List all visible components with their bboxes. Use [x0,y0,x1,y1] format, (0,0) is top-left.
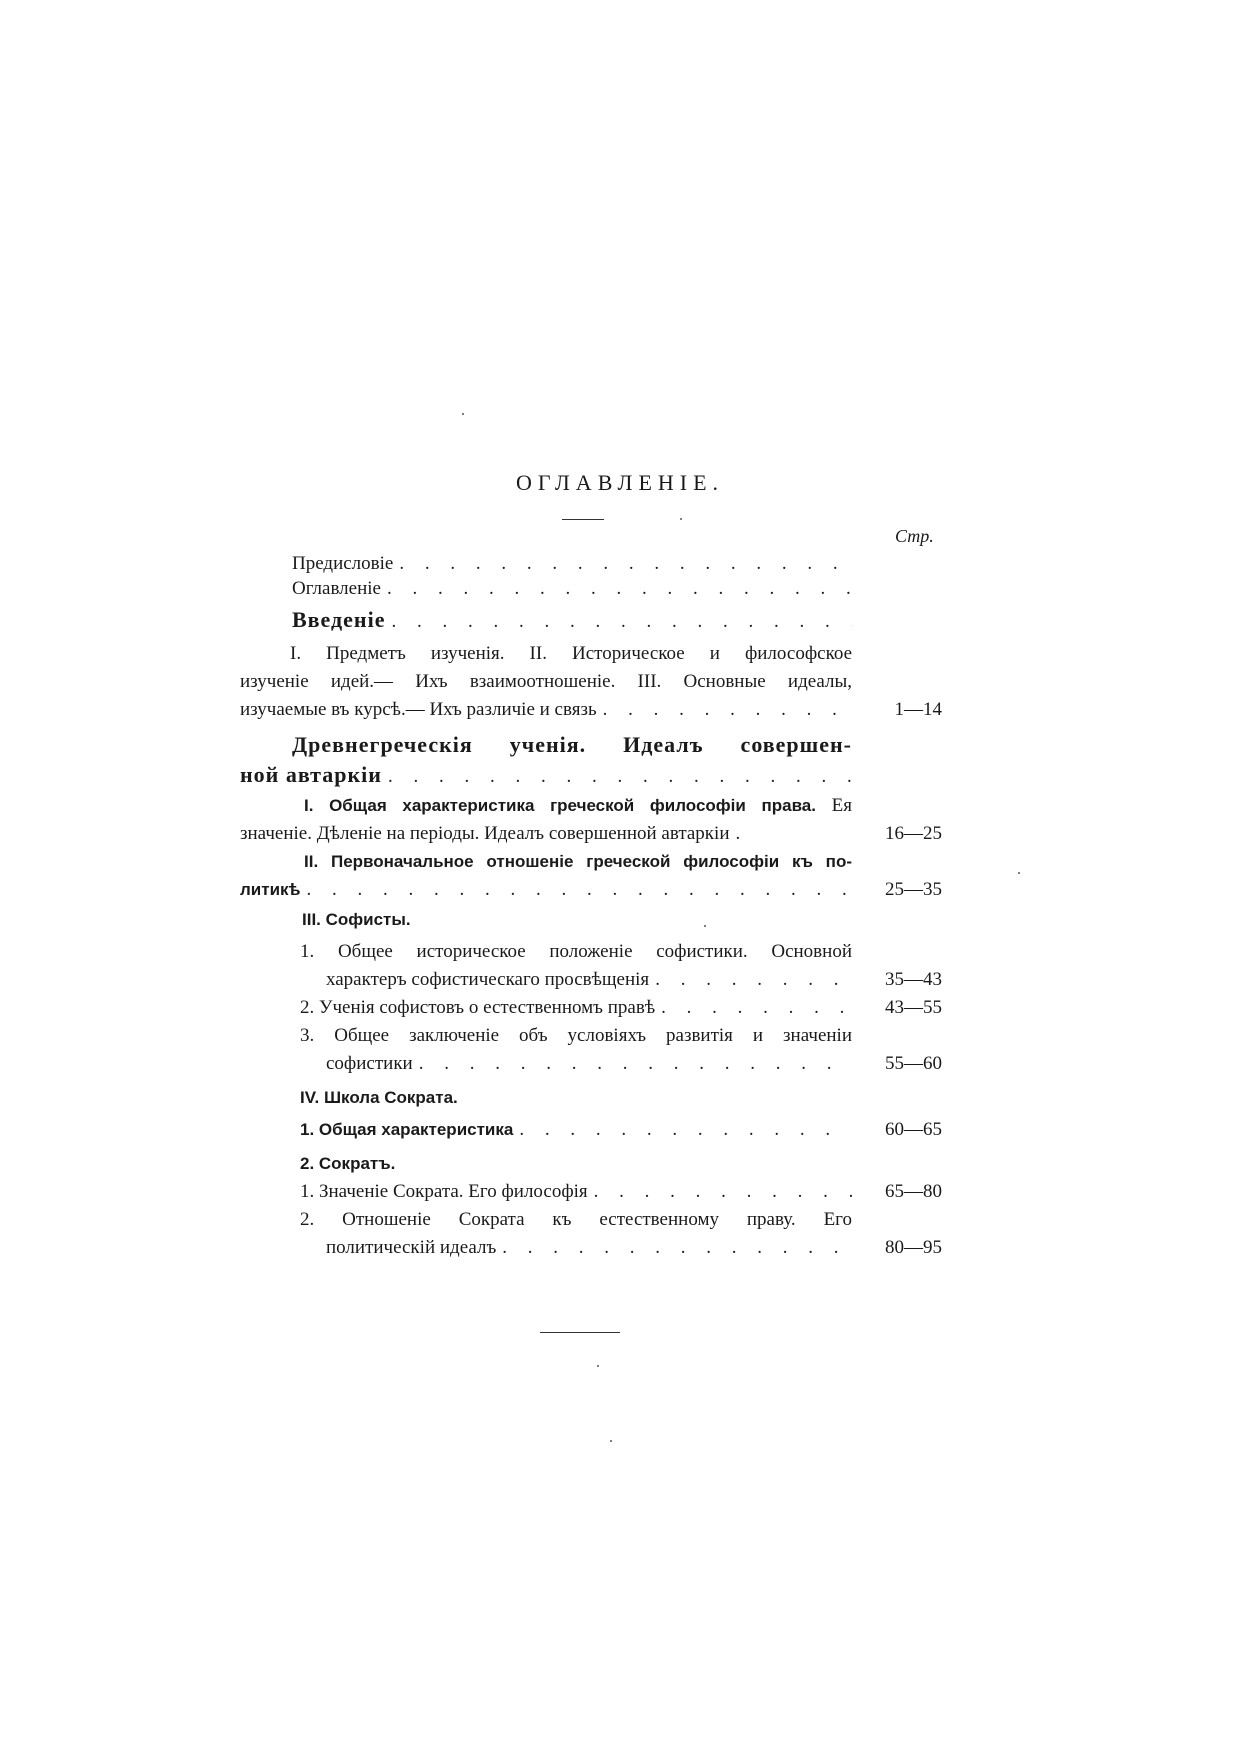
entry-line: политическій идеалъ [326,1237,497,1258]
entry-title: III. Софисты. [302,910,411,929]
entry-title: 2. Сократъ. [300,1154,396,1173]
entry-line: I. Предметъ изученія. II. Историческое и философское [290,643,852,664]
entry-line: изучаемые въ курсѣ.— Ихъ различіе и связь [240,699,597,720]
page-range: 16—25 [885,823,942,844]
toc-entry-greek-2[interactable] [240,848,852,904]
toc-entry-school-2[interactable] [300,1150,852,1178]
toc-entry-socr-1[interactable] [300,1178,852,1206]
entry-line: Ея [815,795,852,816]
page-range: 55—60 [885,1053,942,1074]
entry-title: Оглавленіе [292,578,381,599]
toc-entry-school-1[interactable] [300,1116,852,1144]
toc-entry-greek[interactable] [240,730,852,792]
entry-title: ной автаркіи [240,762,382,787]
leader-dots [603,696,852,724]
page-range: 80—95 [885,1237,942,1258]
entry-title: 2. Ученія софистовъ о естественномъ правѣ [300,997,656,1018]
entry-line: 1. Общее историческое положеніе софистики. Основной [300,941,852,962]
entry-title: 1. Общая характеристика [300,1120,514,1139]
entry-title: II. Первоначальное отношеніе греческой философіи къ по- [304,852,852,871]
leader-dots [419,1050,852,1078]
page-range: 43—55 [885,997,942,1018]
toc-entry-sophists[interactable] [302,906,852,934]
toc-entry-intro[interactable] [292,606,852,636]
leader-dots [519,1116,852,1144]
entry-title: Введеніе [292,607,386,632]
toc-entry-greek-1[interactable] [240,792,852,848]
entry-line: значеніе. Дѣленіе на періоды. Идеалъ совершенной автаркіи [240,823,730,844]
leader-dots [387,575,852,603]
leader-dots [594,1178,852,1206]
toc-entry-contents[interactable] [292,575,852,603]
page-title: ОГЛАВЛЕНІЕ. [515,470,725,495]
leader-dots [655,966,852,994]
entry-line: характеръ софистическаго просвѣщенія [326,969,650,990]
leader-dots [388,762,852,792]
pages-column-heading: Стр. [895,526,934,546]
entry-title: IV. Школа Сократа. [300,1088,458,1107]
end-rule [540,1332,620,1333]
toc-entry-preface[interactable] [292,550,852,578]
page-range: 1—14 [894,699,942,720]
page-range: 25—35 [885,879,942,900]
toc-entry-soph-1[interactable] [300,938,852,994]
leader-dots [661,994,852,1022]
toc-entry-socrates-school[interactable] [300,1084,852,1112]
title-rule [562,519,604,520]
leader-dots [399,550,852,578]
toc-entry-socr-2[interactable] [300,1206,852,1262]
leader-dots [306,876,852,904]
entry-line: 2. Отношеніе Сократа къ естественному праву. Его [300,1209,852,1230]
entry-title: 1. Значеніе Сократа. Его философія [300,1181,588,1202]
leader-dots [391,608,852,636]
toc-entry-intro-desc [240,640,852,724]
toc-entry-soph-2[interactable] [300,994,852,1022]
entry-line: изученіе идей.— Ихъ взаимоотношеніе. III. Основные идеалы, [240,671,852,692]
entry-line: софистики [326,1053,413,1074]
entry-title: I. Общая характеристика греческой философіи права. [304,796,816,815]
page-range: 35—43 [885,969,942,990]
entry-title: литикѣ [240,880,301,899]
page-range: 60—65 [885,1119,942,1140]
leader-dots [502,1234,852,1262]
leader-dots [735,820,751,848]
page-range: 65—80 [885,1181,942,1202]
toc-entry-soph-3[interactable] [300,1022,852,1078]
entry-title: Предисловіе [292,553,394,574]
entry-title: Древнегреческія ученія. Идеалъ совершен- [292,732,852,757]
entry-line: 3. Общее заключеніе объ условіяхъ развитія и значеніи [300,1025,852,1046]
